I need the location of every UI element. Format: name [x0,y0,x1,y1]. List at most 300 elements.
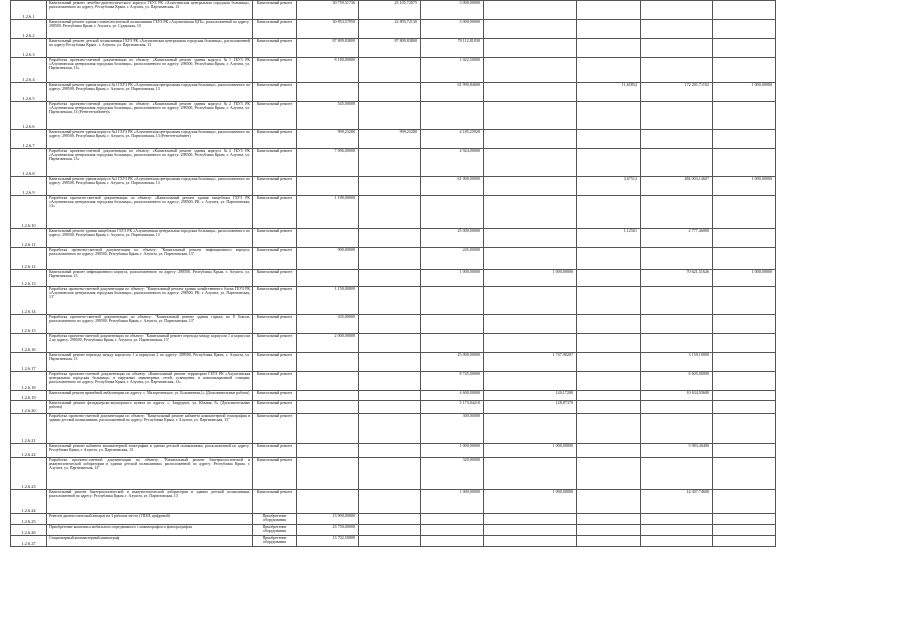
amount-cell-3: 3 000,00000 [421,1,484,20]
table-row [11,229,835,248]
table-row [11,401,835,414]
amount-cell-4 [484,1,577,20]
amount-cell-5 [577,536,641,547]
amount-cell-2 [359,102,421,130]
amount-cell-6 [641,315,713,334]
amount-cell-6 [641,458,713,490]
amount-cell-1 [297,83,359,102]
row-description-cell: Капитальный ремонт бактериологической и иммунологической лаборатории в здании детской поликлиники, расположенной по адресу: Республика Крым, г. Алушта, ул. Партизанская, 13 [47,490,253,514]
amount-cell-1: 900,00000 [297,248,359,270]
amount-cell-5 [577,20,641,39]
amount-cell-4 [484,458,577,490]
row-description-cell: Разработка проектно-сметной документации по объекту: "Капитальный ремонт кабинета компьютерной томографии в здании детской поликлиники, расположенной по адресу: Республика Крым, г. Алушта, ул. Партизанская, 13" [47,414,253,444]
amount-cell-7 [713,20,776,39]
amount-cell-4: 120,17200 [484,391,577,401]
row-description-cell: Капитальный ремонт кабинета компьютерной томографии в здании детской поликлиники, расположенной по адресу: Республика Крым, г. Алушта, ул. Партизанская, 13 [47,444,253,458]
amount-cell-2 [359,315,421,334]
amount-cell-2 [359,229,421,248]
amount-cell-1: 8 180,00000 [297,58,359,83]
amount-cell-3: 320,00000 [421,458,484,490]
amount-cell-4 [484,196,577,229]
row-work-type-cell: Капитальный ремонт [253,149,297,177]
amount-cell-5 [577,196,641,229]
amount-cell-1 [297,177,359,196]
amount-cell-1 [297,353,359,372]
amount-cell-5 [577,270,641,287]
amount-cell-5 [577,248,641,270]
row-description-cell: Капитальный ремонт здания корпуса №1 ГБУЗ РК «Алуштинская центральная городская больница», расположенного по адресу: 298500, Республика Крым, г. Алушта, ул. Партизанская, 13 [47,83,253,102]
amount-cell-2 [359,270,421,287]
row-work-type-cell: Капитальный ремонт [253,248,297,270]
amount-cell-2 [359,149,421,177]
amount-cell-1 [297,270,359,287]
amount-cell-5: 3,67512 [577,177,641,196]
row-work-type-cell: Капитальный ремонт [253,458,297,490]
row-description-cell: Капитальный ремонт перехода между корпусом 1 и корпусом 2 по адресу: 298500, Республика Крым, г. Алушта, ул. Партизанская, 13 [47,353,253,372]
amount-cell-2 [359,458,421,490]
row-description-cell: Рентген диагностический аппарат на 3 рабочих места (ТПЗП, цифровой) [47,514,253,525]
amount-cell-2 [359,372,421,391]
amount-cell-7: 1 000,00000 [713,270,776,287]
row-code-cell: 1.2.6.16 [11,334,47,353]
row-code-cell: 1.2.6.4 [11,58,47,83]
amount-cell-4: 1 000,00000 [484,444,577,458]
table-row [11,102,835,130]
amount-cell-6 [641,248,713,270]
amount-cell-4 [484,39,577,58]
amount-cell-4 [484,177,577,196]
table-row [11,372,835,391]
amount-cell-5 [577,414,641,444]
amount-cell-5 [577,1,641,20]
amount-cell-6: 10 634,93600 [641,391,713,401]
amount-cell-2 [359,514,421,525]
amount-cell-1: 7 096,00000 [297,149,359,177]
amount-cell-2: 87 809,83800 [359,39,421,58]
amount-cell-6 [641,20,713,39]
amount-cell-6: 2 777,46000 [641,229,713,248]
amount-cell-3: 1 022,50000 [421,58,484,83]
amount-cell-5 [577,353,641,372]
row-code-cell: 1.2.6.14 [11,287,47,315]
table-row [11,444,835,458]
row-work-type-cell: Капитальный ремонт [253,315,297,334]
amount-cell-6: 6 605,00000 [641,372,713,391]
amount-cell-3: 61 990,84000 [421,83,484,102]
table-row [11,353,835,372]
amount-cell-6: 14 307,74600 [641,490,713,514]
row-description-cell: Капитальный ремонт здания пищеблока ГБУЗ РК «Алуштинская центральная городская больница», расположенного по адресу: 298500, Республика Крым, г. Алушта, ул. Партизанская, 13 [47,229,253,248]
amount-cell-1 [297,391,359,401]
amount-cell-3: 245,00000 [421,248,484,270]
row-description-cell: Разработка проектно-сметной документации по объекту: "Капитальный ремонт бактериологической и иммунологической лаборатории в здании детской поликлиники, расположенной по адресу: Республика Крым, г. Алушта, ул. Партизанская, 13" [47,458,253,490]
table-row [11,287,835,315]
table-row [11,20,835,39]
amount-cell-5 [577,391,641,401]
amount-cell-4 [484,536,577,547]
row-description-cell: Разработка проектно-сметной документации по объекту: "Капитальный ремонт инфекционного корпуса, расположенного по адресу: 298500, Республика Крым, г. Алушта, ул. Партизанская, 13" [47,248,253,270]
amount-cell-3 [421,525,484,536]
amount-cell-1 [297,490,359,514]
row-description-cell: Приобретение комплекса мобильного передвижного с маммографом и флюорографом [47,525,253,536]
amount-cell-4 [484,334,577,353]
amount-cell-5 [577,401,641,414]
row-code-cell: 1.2.6.1 [11,1,47,20]
amount-cell-3: 1 000,00000 [421,490,484,514]
row-work-type-cell: Капитальный ремонт [253,130,297,149]
budget-table [10,0,835,547]
amount-cell-6 [641,414,713,444]
row-work-type-cell: Капитальный ремонт [253,490,297,514]
row-work-type-cell: Капитальный ремонт [253,83,297,102]
amount-cell-5 [577,490,641,514]
amount-cell-2: 22 895,72130 [359,20,421,39]
amount-cell-4: 1 000,00000 [484,270,577,287]
amount-cell-1: 999,23280 [297,130,359,149]
row-description-cell: Капитальный ремонт здания корпуса №2 ГБУЗ РК «Алуштинская центральная городская больница», расположенного по адресу: 298500, Республика Крым, г. Алушта, ул. Партизанская, 13 (Рентген-кабинет) [47,130,253,149]
amount-cell-3 [421,196,484,229]
amount-cell-1 [297,401,359,414]
amount-cell-3 [421,514,484,525]
table-row [11,391,835,401]
row-work-type-cell: Капитальный ремонт [253,1,297,20]
row-code-cell: 1.2.6.21 [11,414,47,444]
row-work-type-cell: Приобретение оборудования [253,525,297,536]
row-work-type-cell: Капитальный ремонт [253,177,297,196]
table-row [11,39,835,58]
table-body [11,1,835,547]
amount-cell-5: 1,12561 [577,229,641,248]
amount-cell-7 [713,353,776,372]
row-description-cell: Капитальный ремонт здания корпуса №2 ГБУЗ РК «Алуштинская центральная городская больница», расположенного по адресу: 298500, Республика Крым, г. Алушта, ул. Партизанская, 13 [47,177,253,196]
amount-cell-6 [641,149,713,177]
amount-cell-4 [484,83,577,102]
row-work-type-cell: Капитальный ремонт [253,196,297,229]
table-row [11,514,835,525]
row-work-type-cell: Приобретение оборудования [253,514,297,525]
table-row [11,130,835,149]
amount-cell-5 [577,372,641,391]
amount-cell-1 [297,414,359,444]
amount-cell-1: 23 750,00000 [297,525,359,536]
row-code-cell: 1.2.6.25 [11,514,47,525]
amount-cell-3: 79 112,81830 [421,39,484,58]
row-code-cell: 1.2.6.2 [11,20,47,39]
row-work-type-cell: Капитальный ремонт [253,58,297,83]
amount-cell-2 [359,391,421,401]
table-row [11,490,835,514]
amount-cell-7 [713,444,776,458]
amount-cell-7 [713,391,776,401]
row-description-cell: Разработка проектно-сметной документации по объекту: «Капитальный ремонт здания корпуса №2 ГБУЗ РК «Алуштинская центральная городская больница», расположенного по адресу: 298500, Республика Крым, г. Алушта, ул. Партизанская, 13» [47,149,253,177]
amount-cell-1: 435,00000 [297,315,359,334]
amount-cell-2 [359,444,421,458]
row-description-cell: Разработка проектно-сметной документации по объекту: "Капитальный ремонт здания гаража на 8 боксов, расположенного по адресу: 298500, Республика Крым, г. Алушта, ул. Партизанская, 13" [47,315,253,334]
amount-cell-7 [713,372,776,391]
row-code-cell: 1.2.6.23 [11,458,47,490]
amount-cell-4 [484,248,577,270]
amount-cell-6 [641,536,713,547]
row-work-type-cell: Капитальный ремонт [253,444,297,458]
amount-cell-2 [359,490,421,514]
amount-cell-1: 30 853,57950 [297,20,359,39]
row-code-cell: 1.2.6.5 [11,83,47,102]
row-work-type-cell: Капитальный ремонт [253,20,297,39]
amount-cell-4 [484,525,577,536]
amount-cell-6 [641,39,713,58]
amount-cell-4 [484,58,577,83]
amount-cell-6 [641,525,713,536]
amount-cell-6 [641,401,713,414]
row-code-cell: 1.2.6.24 [11,490,47,514]
amount-cell-1: 87 809,83800 [297,39,359,58]
amount-cell-1: 2 000,00000 [297,334,359,353]
amount-cell-2 [359,83,421,102]
amount-cell-3 [421,287,484,315]
row-work-type-cell: Капитальный ремонт [253,287,297,315]
amount-cell-3 [421,315,484,334]
amount-cell-5 [577,315,641,334]
row-description-cell: Капитальный ремонт лечебно-диагностического корпуса ГБУЗ РК «Алуштинская центральная городская больница», расположенного по адресу: Республика Крым, г. Алушта, ул. Партизанская, 13 [47,1,253,20]
amount-cell-7 [713,514,776,525]
amount-cell-7: 1 000,00000 [713,83,776,102]
amount-cell-5 [577,334,641,353]
row-work-type-cell: Капитальный ремонт [253,229,297,248]
table-row [11,334,835,353]
row-code-cell: 1.2.6.18 [11,372,47,391]
budget-table-sheet [10,0,835,547]
row-code-cell: 1.2.6.6 [11,102,47,130]
amount-cell-5 [577,287,641,315]
row-code-cell: 1.2.6.7 [11,130,47,149]
table-row [11,58,835,83]
amount-cell-2 [359,58,421,83]
row-work-type-cell: Капитальный ремонт [253,39,297,58]
amount-cell-3 [421,334,484,353]
amount-cell-2 [359,334,421,353]
amount-cell-5 [577,458,641,490]
row-code-cell: 1.2.6.27 [11,536,47,547]
row-code-cell: 1.2.6.20 [11,401,47,414]
amount-cell-4 [484,229,577,248]
amount-cell-4 [484,514,577,525]
amount-cell-3: 8 745,00000 [421,372,484,391]
row-work-type-cell: Капитальный ремонт [253,401,297,414]
row-code-cell: 1.2.6.15 [11,315,47,334]
amount-cell-3: 25 000,00000 [421,229,484,248]
amount-cell-7 [713,149,776,177]
amount-cell-3: 4 600,00000 [421,391,484,401]
amount-cell-3: 4 924,00000 [421,149,484,177]
amount-cell-7 [713,1,776,20]
amount-cell-3: 4 185,25920 [421,130,484,149]
row-code-cell: 1.2.6.17 [11,353,47,372]
amount-cell-5 [577,525,641,536]
amount-cell-5 [577,58,641,83]
amount-cell-4: 128,87370 [484,401,577,414]
row-description-cell: Разработка проектно-сметной документации по объекту: "Капитальный ремонт здания хозяйственного блока ГБУЗ РК «Алуштинская центральная городская больница», расположенного по адресу: 298500, РК, г. Алушта, ул. Партизанская, 13" [47,287,253,315]
amount-cell-6 [641,514,713,525]
amount-cell-4 [484,20,577,39]
amount-cell-6 [641,102,713,130]
row-description-cell: Капитальный ремонт детской поликлиники ГБУЗ РК «Алуштинская центральная городская больница», расположенной по адресу:Республика Крым , г. Алушта, ул. Партизанская, 13 [47,39,253,58]
table-row [11,525,835,536]
amount-cell-2 [359,287,421,315]
amount-cell-2 [359,353,421,372]
amount-cell-4: 1 000,00000 [484,490,577,514]
row-work-type-cell: Капитальный ремонт [253,102,297,130]
row-work-type-cell: Капитальный ремонт [253,334,297,353]
amount-cell-6 [641,287,713,315]
amount-cell-7 [713,490,776,514]
amount-cell-3: 5 173,04210 [421,401,484,414]
amount-cell-2 [359,414,421,444]
amount-cell-6: 484 003,14607 [641,177,713,196]
amount-cell-1: 30 759,31736 [297,1,359,20]
amount-cell-1: 1 150,00000 [297,287,359,315]
amount-cell-2 [359,525,421,536]
row-work-type-cell: Капитальный ремонт [253,353,297,372]
amount-cell-2: 25 105,72075 [359,1,421,20]
amount-cell-2 [359,536,421,547]
amount-cell-4 [484,102,577,130]
row-description-cell: Капитальный ремонт инфекционного корпуса, расположенного по адресу: 298500, Республика Крым, г. Алушта, ул. Партизанская, 13 [47,270,253,287]
amount-cell-7 [713,525,776,536]
table-row [11,536,835,547]
row-description-cell: Стационарный компьютерный маммограф [47,536,253,547]
amount-cell-7 [713,536,776,547]
amount-cell-4 [484,372,577,391]
amount-cell-7 [713,287,776,315]
amount-cell-1: 13 900,00000 [297,514,359,525]
amount-cell-5 [577,130,641,149]
row-description-cell: Капитальный ремонт врачебной амбулатории по адресу: с. Малореченское, ул. Больничная,1» (Дополнительные работы) [47,391,253,401]
row-code-cell: 1.2.6.8 [11,149,47,177]
row-work-type-cell: Приобретение оборудования [253,536,297,547]
amount-cell-3 [421,536,484,547]
amount-cell-7 [713,39,776,58]
amount-cell-7 [713,315,776,334]
row-description-cell: Разработка проектно-сметной документации по объекту: "Капитальный ремонт перехода между корпусом 1 и корпусом 2 по адресу: 298500, Республика Крым, г. Алушта, ул. Партизанская, 13" [47,334,253,353]
amount-cell-7 [713,334,776,353]
amount-cell-3: 61 000,00000 [421,177,484,196]
amount-cell-3: 25 000,00000 [421,353,484,372]
table-row [11,270,835,287]
amount-cell-2 [359,401,421,414]
row-code-cell: 1.2.6.9 [11,177,47,196]
row-description-cell: Разработка проектно-сметной документации по объекту: «Капитальный ремонт здания корпуса №1 ГБУЗ РК «Алуштинская центральная городская больница», расположенного по адресу: 298500, Республика Крым, г. Алушта, ул. Партизанская, 13» [47,58,253,83]
table-row [11,458,835,490]
row-description-cell: Разработка проектно-сметной документации по объекту: «Капитальный ремонт здания корпуса №2 ГБУЗ РК «Алуштинская центральная городская больница», расположенного по адресу: 298500, Республика Крым, г. Алушта, ул. Партизанская, 13 (Рентген-кабинет)» [47,102,253,130]
amount-cell-3: 3 000,00000 [421,20,484,39]
row-description-cell: Разработка проектно-сметной документации по объекту: «Капитальный ремонт территории ГБУЗ РК «Алуштинская центральная городская больница» в наружных инженерных сетей, освещения, в канализационной станции, расположенного по адресу: Республика Крым, г. Алушта, ул. Партизанская, 13» [47,372,253,391]
amount-cell-1 [297,458,359,490]
amount-cell-4 [484,315,577,334]
amount-cell-2 [359,248,421,270]
amount-cell-5 [577,102,641,130]
amount-cell-2 [359,196,421,229]
row-code-cell: 1.2.6.11 [11,229,47,248]
amount-cell-7 [713,229,776,248]
amount-cell-7: 1 000,00000 [713,177,776,196]
table-row [11,315,835,334]
amount-cell-2: 999,23280 [359,130,421,149]
row-work-type-cell: Капитальный ремонт [253,270,297,287]
amount-cell-6 [641,334,713,353]
amount-cell-1: 545,00000 [297,102,359,130]
amount-cell-5 [577,39,641,58]
amount-cell-6: 70 621,51626 [641,270,713,287]
amount-cell-1 [297,444,359,458]
row-code-cell: 1.2.6.3 [11,39,47,58]
amount-cell-6: 3 159,10000 [641,353,713,372]
amount-cell-4 [484,414,577,444]
table-row [11,248,835,270]
amount-cell-1: 1 180,00000 [297,196,359,229]
row-work-type-cell: Капитальный ремонт [253,414,297,444]
amount-cell-5: 11,65852 [577,83,641,102]
amount-cell-6: 172 201,71102 [641,83,713,102]
amount-cell-1: 13 702,50000 [297,536,359,547]
row-description-cell: Разработка проектно-сметной документации по объекту: «Капитальный ремонт здания пищеблока ГБУЗ РК «Алуштинская центральная городская больница», расположенного по адресу: 298500, РК, г. Алушта, ул. Партизанская, 13» [47,196,253,229]
amount-cell-4 [484,149,577,177]
row-code-cell: 1.2.6.13 [11,270,47,287]
amount-cell-6 [641,58,713,83]
amount-cell-7 [713,414,776,444]
amount-cell-6 [641,196,713,229]
amount-cell-7 [713,401,776,414]
table-row [11,414,835,444]
amount-cell-3: 300,00000 [421,414,484,444]
amount-cell-4 [484,130,577,149]
row-description-cell: Капитальный ремонт здания стоматологической поликлиники ГБУЗ РК «Алуштинская ЦГБ», расположенной по адресу: 298500, Республика Крым, г. Алушта, ул. Судакская, 10 [47,20,253,39]
amount-cell-7 [713,102,776,130]
table-row [11,149,835,177]
amount-cell-1 [297,229,359,248]
row-description-cell: Капитальный ремонт фельдшерско-акушерского пункта по адресу: с. Запрудное, ул. Южная, 8» (Дополнительные работы) [47,401,253,414]
amount-cell-3: 1 000,00000 [421,444,484,458]
amount-cell-4: 1 747,90207 [484,353,577,372]
row-work-type-cell: Капитальный ремонт [253,391,297,401]
amount-cell-6: 5 983,40400 [641,444,713,458]
row-work-type-cell: Капитальный ремонт [253,372,297,391]
amount-cell-7 [713,130,776,149]
amount-cell-4 [484,287,577,315]
amount-cell-7 [713,196,776,229]
amount-cell-2 [359,177,421,196]
amount-cell-6 [641,1,713,20]
table-row [11,83,835,102]
amount-cell-3 [421,102,484,130]
row-code-cell: 1.2.6.12 [11,248,47,270]
amount-cell-7 [713,248,776,270]
amount-cell-6 [641,130,713,149]
amount-cell-3: 1 000,00000 [421,270,484,287]
amount-cell-5 [577,514,641,525]
table-row [11,1,835,20]
row-code-cell: 1.2.6.19 [11,391,47,401]
table-row [11,177,835,196]
amount-cell-7 [713,458,776,490]
row-code-cell: 1.2.6.26 [11,525,47,536]
amount-cell-1 [297,372,359,391]
table-row [11,196,835,229]
amount-cell-7 [713,58,776,83]
amount-cell-5 [577,444,641,458]
row-code-cell: 1.2.6.22 [11,444,47,458]
row-code-cell: 1.2.6.10 [11,196,47,229]
amount-cell-5 [577,149,641,177]
